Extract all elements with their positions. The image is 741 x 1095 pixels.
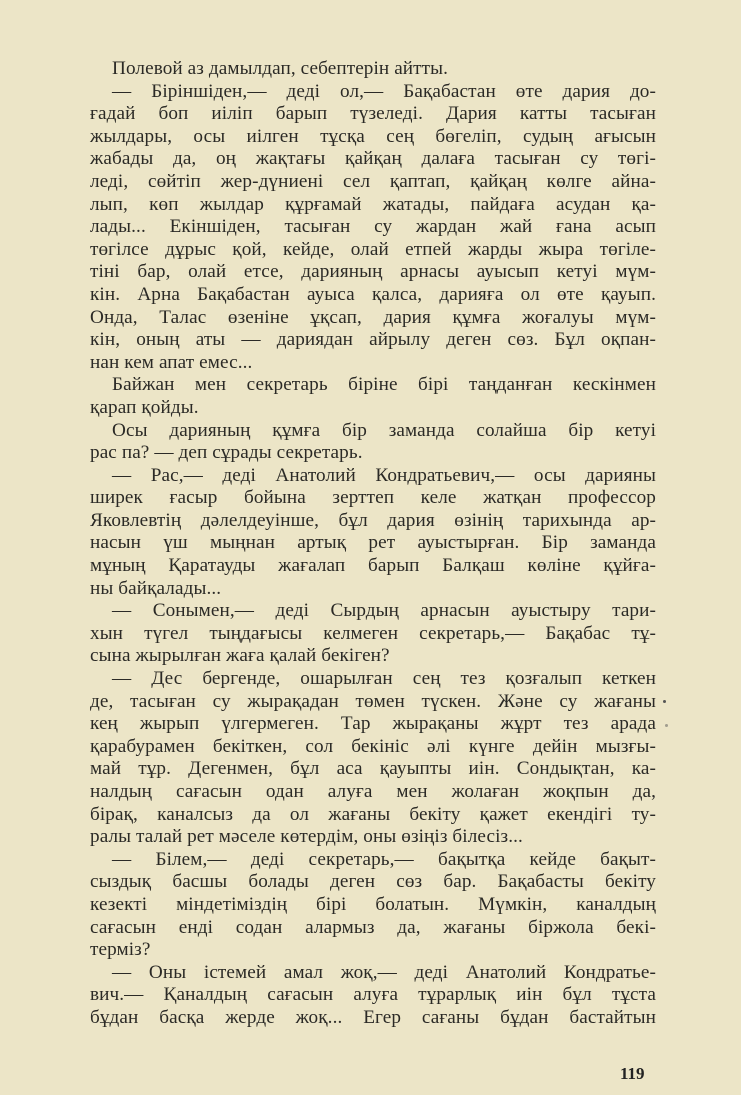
- paper-speck: [663, 700, 666, 703]
- text-line: жылдары, осы иілген тұсқа сең бөгеліп, судың ағысын: [90, 125, 656, 147]
- text-line: насын үш мыңнан артық рет ауыстырған. Бір заманда: [90, 532, 656, 554]
- text-line: Яковлевтің дәлелдеуінше, бұл дария өзінің тарихында ар-: [90, 509, 656, 531]
- text-line: лып, көп жылдар құрғамай жатады, пайдаға асудан қа-: [90, 193, 656, 215]
- text-line: ғадай боп иіліп барып түзеледі. Дария катты тасыған: [90, 103, 656, 125]
- text-line: — Біріншіден,— деді ол,— Бақабастан өте дария до-: [112, 80, 656, 102]
- text-line: — Дес бергенде, ошарылған сең тез қозғалып кеткен: [112, 668, 656, 690]
- text-line: вич.— Қаналдың сағасын алуға тұрарлық иін бұл тұста: [90, 984, 656, 1006]
- text-line: ны байқалады...: [90, 577, 222, 599]
- text-line: Полевой аз дамылдап, себептерін айтты.: [112, 58, 449, 79]
- text-line: ширек ғасыр бойына зерттеп келе жатқан профессор: [90, 487, 656, 509]
- text-line: нан кем апат емес...: [90, 351, 253, 373]
- text-line: хын түгел тыңдағысы келмеген секретарь,— Бақабас тұ-: [90, 622, 656, 644]
- text-line: кін, оның аты — дариядан айрылу деген сөз. Бұл оқпан-: [90, 329, 656, 351]
- text-line: рас па? — деп сұрады секретарь.: [90, 442, 363, 464]
- text-line: сына жырылған жаға қалай бекіген?: [90, 645, 390, 667]
- text-line: төгілсе дұрыс қой, кейде, олай етпей жарды жыра төгіле-: [90, 238, 656, 260]
- text-line: лады... Екіншіден, тасыған су жардан жай ғана асып: [90, 216, 656, 238]
- text-line: сыздық басшы болады деген сөз бар. Бақабасты бекіту: [90, 871, 656, 893]
- book-page-text: [90, 58, 656, 1030]
- text-line: кең жырып үлгермеген. Тар жырақаны жұрт тез арада: [90, 713, 656, 735]
- text-line: бірақ, каналсыз да ол жағаны бекіту қажет екендігі ту-: [90, 803, 656, 825]
- page-number: 119: [620, 1064, 645, 1083]
- text-line: бұдан басқа жерде жоқ... Егер сағаны бұдан бастайтын: [90, 1006, 656, 1028]
- paper-speck: [665, 724, 668, 727]
- text-line: терміз?: [90, 939, 151, 961]
- text-line: — Білем,— деді секретарь,— бақытқа кейде бақыт-: [112, 848, 656, 870]
- text-line: Осы дарияның құмға бір заманда солайша бір кетуі: [112, 419, 656, 441]
- text-line: кін. Арна Бақабастан ауыса қалса, дарияға ол өте қауып.: [90, 283, 656, 305]
- text-line: мұның Қаратауды жағалап барып Балқаш көліне құйға-: [90, 555, 656, 577]
- text-line: сағасын енді содан алармыз да, жағаны біржола бекі-: [90, 916, 656, 938]
- text-line: — Рас,— деді Анатолий Кондратьевич,— осы дарияны: [112, 464, 656, 486]
- text-line: — Оны істемей амал жоқ,— деді Анатолий Кондратье-: [112, 961, 656, 983]
- text-line: кезекті міндетіміздің бірі болатын. Мүмкін, каналдың: [90, 893, 656, 915]
- text-line: май тұр. Дегенмен, бұл аса қауыпты иін. Сондықтан, ка-: [90, 758, 656, 780]
- text-line: Онда, Талас өзеніне ұқсап, дария құмға жоғалуы мүм-: [90, 306, 656, 328]
- text-line: Байжан мен секретарь біріне бірі таңданған кескінмен: [112, 374, 656, 396]
- text-line: қарап қойды.: [90, 396, 199, 418]
- text-line: ралы талай рет мәселе көтердім, оны өзіңіз білесіз...: [90, 826, 523, 848]
- text-line: — Сонымен,— деді Сырдың арнасын ауыстыру тари-: [112, 600, 656, 622]
- text-line: де, тасыған су жырақадан төмен түскен. Және су жағаны: [90, 690, 656, 712]
- text-line: тіні бар, олай етсе, дарияның арнасы ауысып кетуі мүм-: [90, 261, 656, 283]
- text-line: жабады да, оң жақтағы қайқаң далаға тасыған су төгі-: [90, 148, 656, 170]
- text-line: қарабурамен бекіткен, сол бекініс әлі күнге дейін мызғы-: [90, 735, 656, 757]
- text-line: леді, сөйтіп жер-дүниені сел қаптап, қайқаң көлге айна-: [90, 170, 656, 192]
- text-line: налдың сағасын одан алуға мен жолаған жоқпын да,: [90, 781, 656, 802]
